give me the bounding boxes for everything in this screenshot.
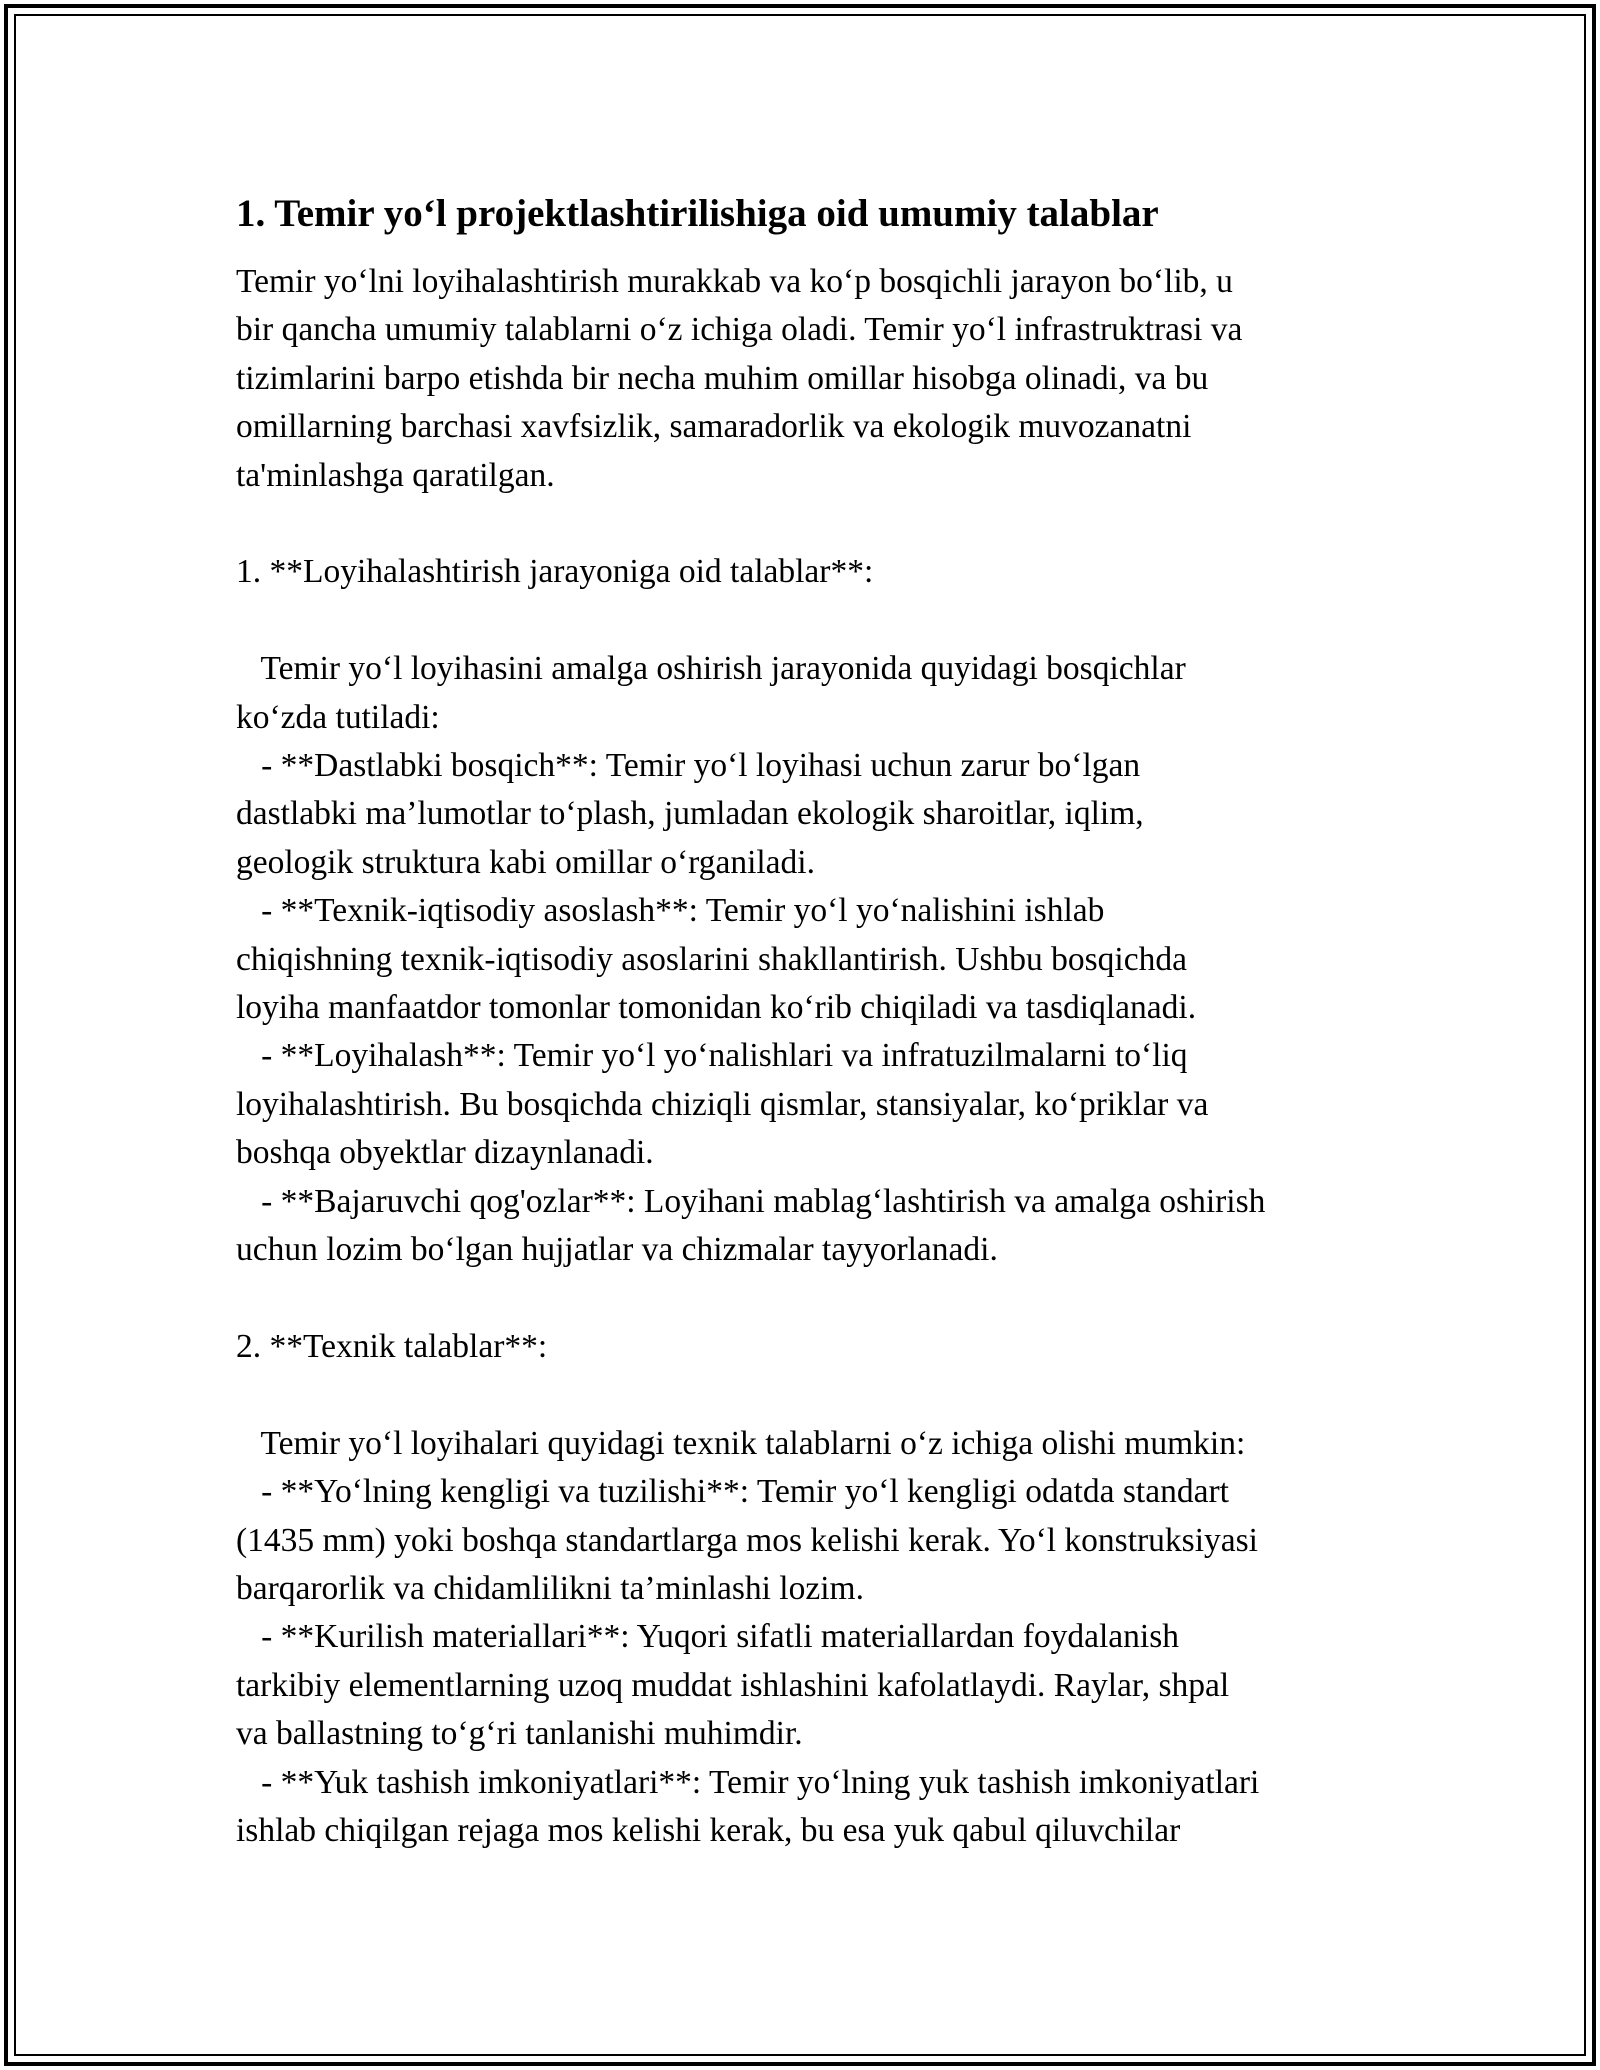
text-line: 1. **Loyihalashtirish jarayoniga oid talablar**: [236, 553, 874, 591]
text-line: geologik struktura kabi omillar o‘rganiladi. [236, 843, 815, 881]
document-content [236, 186, 1366, 1855]
section-heading: 1. Temir yo‘l projektlashtirilishiga oid umumiy talablar [236, 192, 1159, 235]
text-line: - **Yo‘lning kengligi va tuzilishi**: Temir yo‘l kengligi odatda standart [236, 1473, 1229, 1511]
body-text [236, 258, 1366, 1855]
text-line: ko‘zda tutiladi: [236, 698, 440, 736]
text-line: Temir yo‘lni loyihalashtirish murakkab va ko‘p bosqichli jarayon bo‘lib, u [236, 263, 1233, 300]
text-line: va ballastning to‘g‘ri tanlanishi muhimdir. [236, 1715, 803, 1753]
text-line: boshqa obyektlar dizaynlanadi. [236, 1134, 654, 1172]
text-line: - **Bajaruvchi qog'ozlar**: Loyihani mablag‘lashtirish va amalga oshirish [236, 1182, 1266, 1220]
text-line: chiqishning texnik-iqtisodiy asoslarini shakllantirish. Ushbu bosqichda [236, 940, 1187, 978]
text-line: Temir yo‘l loyihalari quyidagi texnik talablarni o‘z ichiga olishi mumkin: [236, 1424, 1246, 1462]
blank-line [236, 500, 1366, 548]
text-line: bir qancha umumiy talablarni o‘z ichiga oladi. Temir yo‘l infrastruktrasi va [236, 311, 1243, 349]
blank-line [236, 597, 1366, 645]
text-line: uchun lozim bo‘lgan hujjatlar va chizmalar tayyorlanadi. [236, 1231, 998, 1269]
text-line: loyiha manfaatdor tomonlar tomonidan ko‘rib chiqiladi va tasdiqlanadi. [236, 989, 1197, 1027]
text-line: - **Kurilish materiallari**: Yuqori sifatli materiallardan foydalanish [236, 1618, 1180, 1656]
text-line: dastlabki ma’lumotlar to‘plash, jumladan ekologik sharoitlar, iqlim, [236, 795, 1144, 833]
blank-line [236, 1275, 1366, 1323]
text-line: barqarorlik va chidamlilikni ta’minlashi lozim. [236, 1569, 864, 1607]
text-line: - **Yuk tashish imkoniyatlari**: Temir yo‘lning yuk tashish imkoniyatlari [236, 1763, 1260, 1801]
blank-line [236, 1371, 1366, 1419]
text-line: tarkibiy elementlarning uzoq muddat ishlashini kafolatlaydi. Raylar, shpal [236, 1666, 1230, 1704]
text-line: - **Dastlabki bosqich**: Temir yo‘l loyihasi uchun zarur bo‘lgan [236, 747, 1141, 785]
text-line: - **Loyihalash**: Temir yo‘l yo‘nalishlari va infratuzilmalarni to‘liq [236, 1037, 1188, 1075]
text-line: omillarning barchasi xavfsizlik, samaradorlik va ekologik muvozanatni [236, 408, 1192, 446]
text-line: tizimlarini barpo etishda bir necha muhim omillar hisobga olinadi, va bu [236, 359, 1209, 397]
text-line: loyihalashtirish. Bu bosqichda chiziqli qismlar, stansiyalar, ko‘priklar va [236, 1085, 1209, 1123]
text-line: Temir yo‘l loyihasini amalga oshirish jarayonida quyidagi bosqichlar [236, 650, 1186, 688]
text-line: ishlab chiqilgan rejaga mos kelishi kerak, bu esa yuk qabul qiluvchilar [236, 1811, 1181, 1849]
text-line: ta'minlashga qaratilgan. [236, 456, 555, 494]
text-line: 2. **Texnik talablar**: [236, 1327, 548, 1365]
text-line: (1435 mm) yoki boshqa standartlarga mos kelishi kerak. Yo‘l konstruksiyasi [236, 1521, 1258, 1559]
text-line: - **Texnik-iqtisodiy asoslash**: Temir yo‘l yo‘nalishini ishlab [236, 892, 1105, 930]
